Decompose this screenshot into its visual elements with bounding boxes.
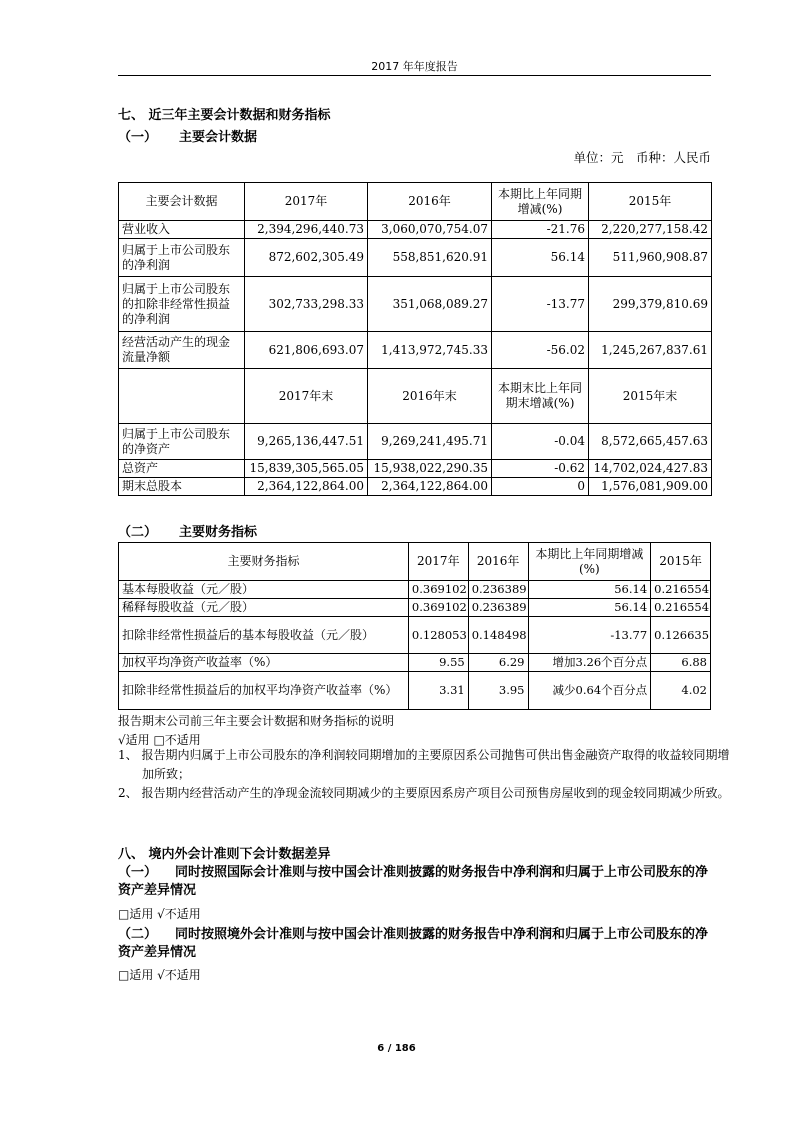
subsection-2-title: 主要财务指标	[179, 525, 258, 540]
row-label: 扣除非经常性损益后的基本每股收益（元／股）	[119, 617, 409, 654]
cell-value: 4.02	[651, 672, 711, 710]
cell-value: 56.14	[492, 239, 589, 277]
page-header	[118, 58, 711, 76]
table2-header-row	[119, 543, 711, 581]
cell-value: 9,265,136,447.51	[245, 424, 368, 460]
table-row	[119, 424, 712, 460]
table2-head-2: 2016年	[468, 543, 528, 581]
subsection-1-number: （一）	[118, 130, 158, 145]
table-row	[119, 654, 711, 672]
cell-value: 0.369102	[408, 581, 468, 599]
table1-head2-1: 2017年末	[245, 369, 368, 424]
table2-head-3: 本期比上年同期增减(%)	[528, 543, 651, 581]
cell-value: 15,938,022,290.35	[368, 460, 492, 478]
cell-value: 56.14	[528, 599, 651, 617]
table-row	[119, 478, 712, 496]
cell-value: 0.216554	[651, 599, 711, 617]
cell-value: 0.369102	[408, 599, 468, 617]
cell-value: -56.02	[492, 332, 589, 369]
table1-head2-0	[119, 369, 245, 424]
subsection-1-title: 主要会计数据	[179, 130, 258, 145]
notes-applicability: √适用 □不适用	[118, 733, 201, 747]
table1-head2-4: 2015年末	[589, 369, 712, 424]
financial-indicator-table	[118, 542, 711, 710]
row-label: 稀释每股收益（元／股）	[119, 599, 409, 617]
table1-head-2: 2016年	[368, 183, 492, 221]
cell-value: 6.29	[468, 654, 528, 672]
main-accounting-table	[118, 182, 712, 496]
row-label: 归属于上市公司股东的扣除非经常性损益的净利润	[119, 277, 245, 332]
table-row	[119, 581, 711, 599]
cell-value: 0.126635	[651, 617, 711, 654]
table2-head-1: 2017年	[408, 543, 468, 581]
table-row	[119, 599, 711, 617]
cell-value: 0.128053	[408, 617, 468, 654]
notes-title: 报告期末公司前三年主要会计数据和财务指标的说明	[118, 714, 395, 728]
cell-value: 1,576,081,909.00	[589, 478, 712, 496]
table-row	[119, 221, 712, 239]
table-row	[119, 239, 712, 277]
cell-value: 2,220,277,158.42	[589, 221, 712, 239]
subsection-8-1-applicability: □适用 √不适用	[118, 907, 201, 921]
subsection-1	[118, 126, 257, 145]
cell-value: 511,960,908.87	[589, 239, 712, 277]
row-label: 期末总股本	[119, 478, 245, 496]
cell-value: 1,413,972,745.33	[368, 332, 492, 369]
table1-head-1: 2017年	[245, 183, 368, 221]
cell-value: 0	[492, 478, 589, 496]
cell-value: 1,245,267,837.61	[589, 332, 712, 369]
row-label: 基本每股收益（元／股）	[119, 581, 409, 599]
cell-value: 3.95	[468, 672, 528, 710]
cell-value: 9.55	[408, 654, 468, 672]
unit-currency-line: 单位：元 币种：人民币	[573, 150, 711, 165]
table-row	[119, 460, 712, 478]
cell-value: 15,839,305,565.05	[245, 460, 368, 478]
cell-value: 56.14	[528, 581, 651, 599]
section-8-title: 八、 境内外会计准则下会计数据差异	[118, 847, 331, 862]
row-label: 归属于上市公司股东的净资产	[119, 424, 245, 460]
row-label: 扣除非经常性损益后的加权平均净资产收益率（%）	[119, 672, 409, 710]
cell-value: 2,364,122,864.00	[245, 478, 368, 496]
table-row	[119, 672, 711, 710]
cell-value: 2,394,296,440.73	[245, 221, 368, 239]
table1-head2-3: 本期末比上年同期末增减(%)	[492, 369, 589, 424]
subsection-2-number: （二）	[118, 525, 158, 540]
subsection-8-1-number: （一）	[118, 865, 158, 880]
cell-value: -21.76	[492, 221, 589, 239]
cell-value: -13.77	[528, 617, 651, 654]
cell-value: 9,269,241,495.71	[368, 424, 492, 460]
subsection-8-2-number: （二）	[118, 927, 158, 942]
subsection-8-1	[118, 864, 710, 900]
cell-value: -13.77	[492, 277, 589, 332]
table1-head2-2: 2016年末	[368, 369, 492, 424]
subsection-8-2-applicability: □适用 √不适用	[118, 968, 201, 982]
cell-value: -0.62	[492, 460, 589, 478]
table2-head-4: 2015年	[651, 543, 711, 581]
subsection-2	[118, 521, 257, 540]
cell-value: 6.88	[651, 654, 711, 672]
table1-head-4: 2015年	[589, 183, 712, 221]
row-label: 经营活动产生的现金流量净额	[119, 332, 245, 369]
table-row	[119, 332, 712, 369]
cell-value: 351,068,089.27	[368, 277, 492, 332]
cell-value: 14,702,024,427.83	[589, 460, 712, 478]
table-row	[119, 617, 711, 654]
cell-value: 8,572,665,457.63	[589, 424, 712, 460]
table2-head-0: 主要财务指标	[119, 543, 409, 581]
row-label: 归属于上市公司股东的净利润	[119, 239, 245, 277]
cell-value: 0.216554	[651, 581, 711, 599]
cell-value: 增加3.26个百分点	[528, 654, 651, 672]
header-title: 2017 年年度报告	[371, 60, 458, 73]
page-number: 6 / 186	[377, 1043, 416, 1054]
table1-head-3: 本期比上年同期增减(%)	[492, 183, 589, 221]
cell-value: 2,364,122,864.00	[368, 478, 492, 496]
table1-subheader-row	[119, 369, 712, 424]
cell-value: 0.236389	[468, 581, 528, 599]
cell-value: 302,733,298.33	[245, 277, 368, 332]
section-7-title: 七、 近三年主要会计数据和财务指标	[118, 108, 331, 123]
cell-value: 减少0.64个百分点	[528, 672, 651, 710]
subsection-8-1-title: 同时按照国际会计准则与按中国会计准则披露的财务报告中净利润和归属于上市公司股东的净资产差异情况	[118, 865, 709, 898]
cell-value: 872,602,305.49	[245, 239, 368, 277]
cell-value: 299,379,810.69	[589, 277, 712, 332]
cell-value: -0.04	[492, 424, 589, 460]
table1-head-0: 主要会计数据	[119, 183, 245, 221]
row-label: 总资产	[119, 460, 245, 478]
cell-value: 3.31	[408, 672, 468, 710]
subsection-8-2-title: 同时按照境外会计准则与按中国会计准则披露的财务报告中净利润和归属于上市公司股东的净资产差异情况	[118, 927, 709, 960]
row-label: 营业收入	[119, 221, 245, 239]
table1-header-row	[119, 183, 712, 221]
cell-value: 0.236389	[468, 599, 528, 617]
row-label: 加权平均净资产收益率（%）	[119, 654, 409, 672]
subsection-8-2	[118, 926, 710, 962]
cell-value: 558,851,620.91	[368, 239, 492, 277]
cell-value: 0.148498	[468, 617, 528, 654]
note-item-2: 2、 报告期内经营活动产生的净现金流较同期减少的主要原因系房产项目公司预售房屋收到的现金较同期减少所致。	[118, 786, 730, 800]
note-item-1: 1、 报告期内归属于上市公司股东的净利润较同期增加的主要原因系公司抛售可供出售金融资产取得的收益较同期增加所致；	[118, 748, 730, 781]
table-row	[119, 277, 712, 332]
cell-value: 621,806,693.07	[245, 332, 368, 369]
cell-value: 3,060,070,754.07	[368, 221, 492, 239]
